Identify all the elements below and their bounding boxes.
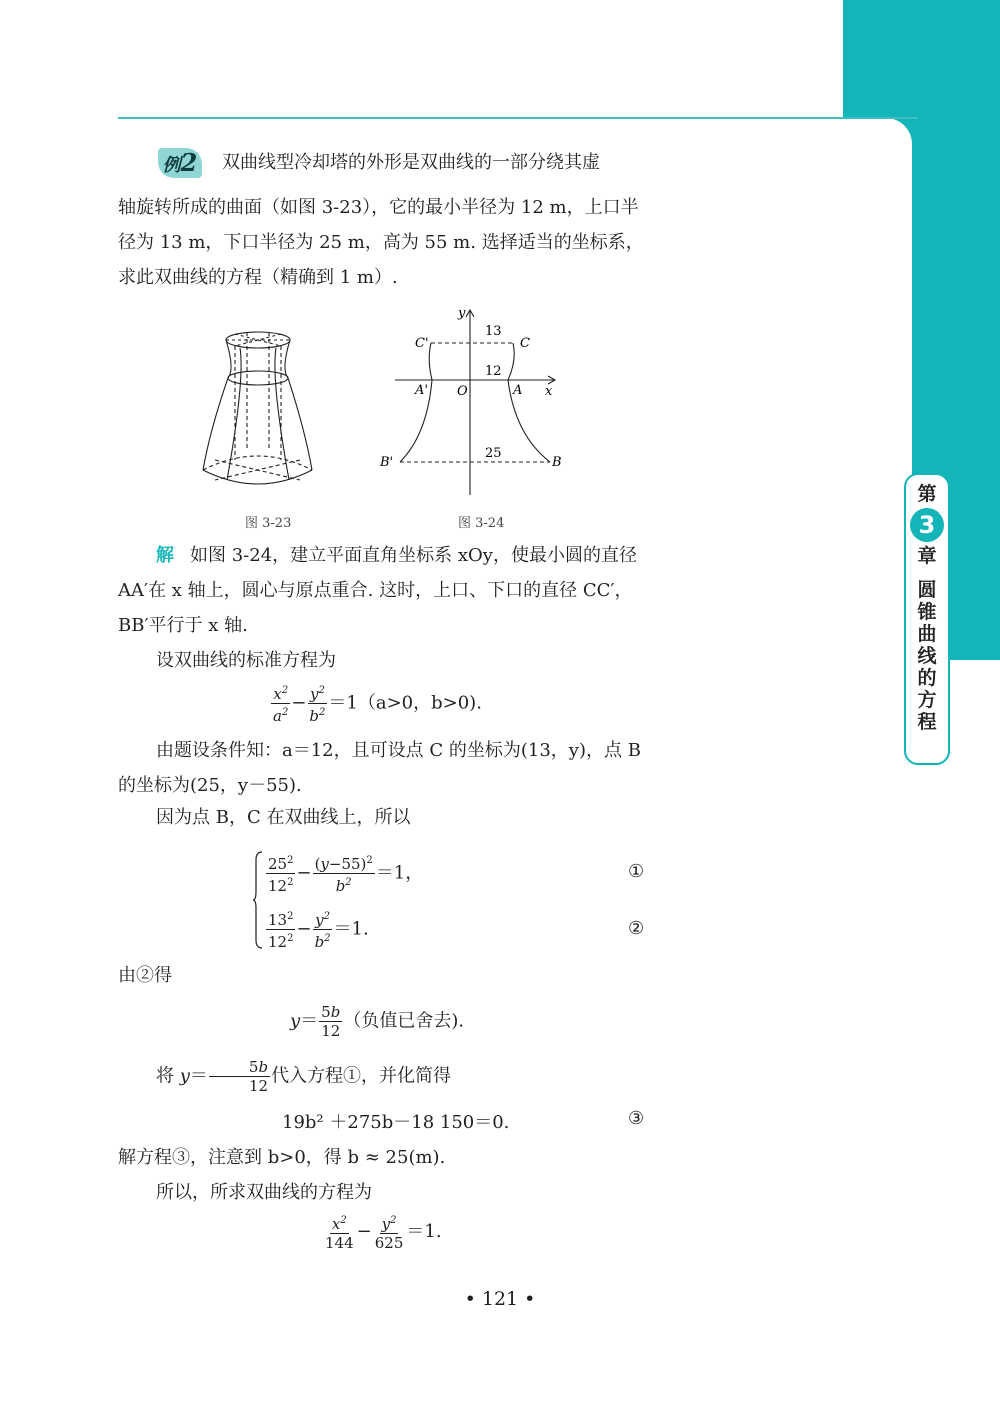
- label-13: 13: [485, 324, 502, 339]
- final-equation: $\frac{x^2}{144}$ − $\frac{y^2}{625}$ ＝1.: [322, 1212, 442, 1252]
- figure-3-24-diagram: [375, 305, 575, 500]
- y-axis-label: y: [458, 306, 466, 321]
- chapter-title-char: 锥: [917, 601, 937, 623]
- chapter-title: [917, 579, 936, 733]
- point-c: C: [520, 336, 530, 351]
- chapter-title-char: 程: [917, 711, 937, 733]
- chapter-title-char: 圆: [917, 579, 937, 601]
- chapter-prefix: 第: [917, 483, 937, 505]
- chapter-title-char: 方: [917, 689, 937, 711]
- solution-paragraph-3: 由题设条件知：a＝12，且可设点 C 的坐标为(13，y)，点 B 的坐标为(25，y－55).: [118, 740, 641, 796]
- example-first-line: 例2 双曲线型冷却塔的外形是双曲线的一部分绕其虚: [118, 145, 653, 180]
- label-12: 12: [485, 364, 502, 379]
- brace: [252, 850, 264, 950]
- solution-paragraph-1: 解 如图 3-24，建立平面直角坐标系 xOy，使最小圆的直径 AA′在 x 轴上，圆心与原点重合. 这时，上口、下口的直径 CC′，BB′平行于 x 轴.: [118, 545, 637, 636]
- solution-paragraph-6: 将 y＝ $\frac{5b}{12}$ 代入方程①，并化简得: [156, 1058, 452, 1095]
- figure-3-23-cooling-tower: [195, 320, 320, 500]
- chapter-title-char: 的: [917, 667, 937, 689]
- figure-3-24-caption: 图 3-24: [458, 516, 505, 531]
- header-rule: [118, 117, 918, 119]
- label-25: 25: [485, 446, 502, 461]
- point-a-prime: A': [415, 383, 428, 398]
- equation-3: 19b² ＋275b－18 150＝0.: [282, 1112, 510, 1133]
- solution-paragraph-7: 解方程③，注意到 b>0，得 b ≈ 25(m).: [118, 1147, 446, 1168]
- solution-paragraph-2: 设双曲线的标准方程为: [156, 650, 336, 671]
- point-c-prime: C': [415, 336, 429, 351]
- equation-1: $\frac{25^2}{12^2}$ − $\frac{(y-55)^2}{b^2}$ ＝1，: [265, 852, 423, 895]
- page-number: • 121 •: [464, 1288, 536, 1310]
- point-b: B: [552, 455, 562, 470]
- x-axis-label: x: [545, 384, 553, 399]
- chapter-side-tab[interactable]: [904, 473, 950, 765]
- chapter-title-char: 线: [917, 645, 937, 667]
- chapter-number: 3: [910, 508, 944, 542]
- marker-3: ③: [628, 1108, 645, 1129]
- origin-label: O: [457, 384, 468, 399]
- example-badge: 例2: [158, 148, 202, 178]
- example-text: 轴旋转所成的曲面（如图 3-23），它的最小半径为 12 m，上口半径为 13 m，下口半径为 25 m，高为 55 m. 选择适当的坐标系，求此双曲线的方程（精确到 1 m）.: [118, 197, 644, 288]
- point-a: A: [513, 383, 523, 398]
- solution-paragraph-4: 因为点 B，C 在双曲线上，所以: [156, 807, 411, 828]
- solution-paragraph-5: 由②得: [118, 965, 172, 986]
- point-b-prime: B': [380, 455, 394, 470]
- marker-1: ①: [628, 861, 645, 882]
- solution-paragraph-8: 所以，所求双曲线的方程为: [156, 1182, 372, 1203]
- equation-2: $\frac{13^2}{12^2}$ − $\frac{y^2}{b^2}$ ＝1.: [265, 908, 369, 951]
- figure-3-23-caption: 图 3-23: [245, 516, 292, 531]
- marker-2: ②: [628, 918, 645, 939]
- y-expression: y＝ $\frac{5b}{12}$ （负值已舍去).: [290, 1003, 465, 1040]
- chapter-title-char: 曲: [917, 623, 937, 645]
- standard-equation: $\frac{x^2}{a^2}$ − $\frac{y^2}{b^2}$ ＝1（a>0，b>0).: [270, 682, 482, 725]
- chapter-suffix: 章: [917, 545, 937, 567]
- solution-label: 解: [156, 545, 174, 566]
